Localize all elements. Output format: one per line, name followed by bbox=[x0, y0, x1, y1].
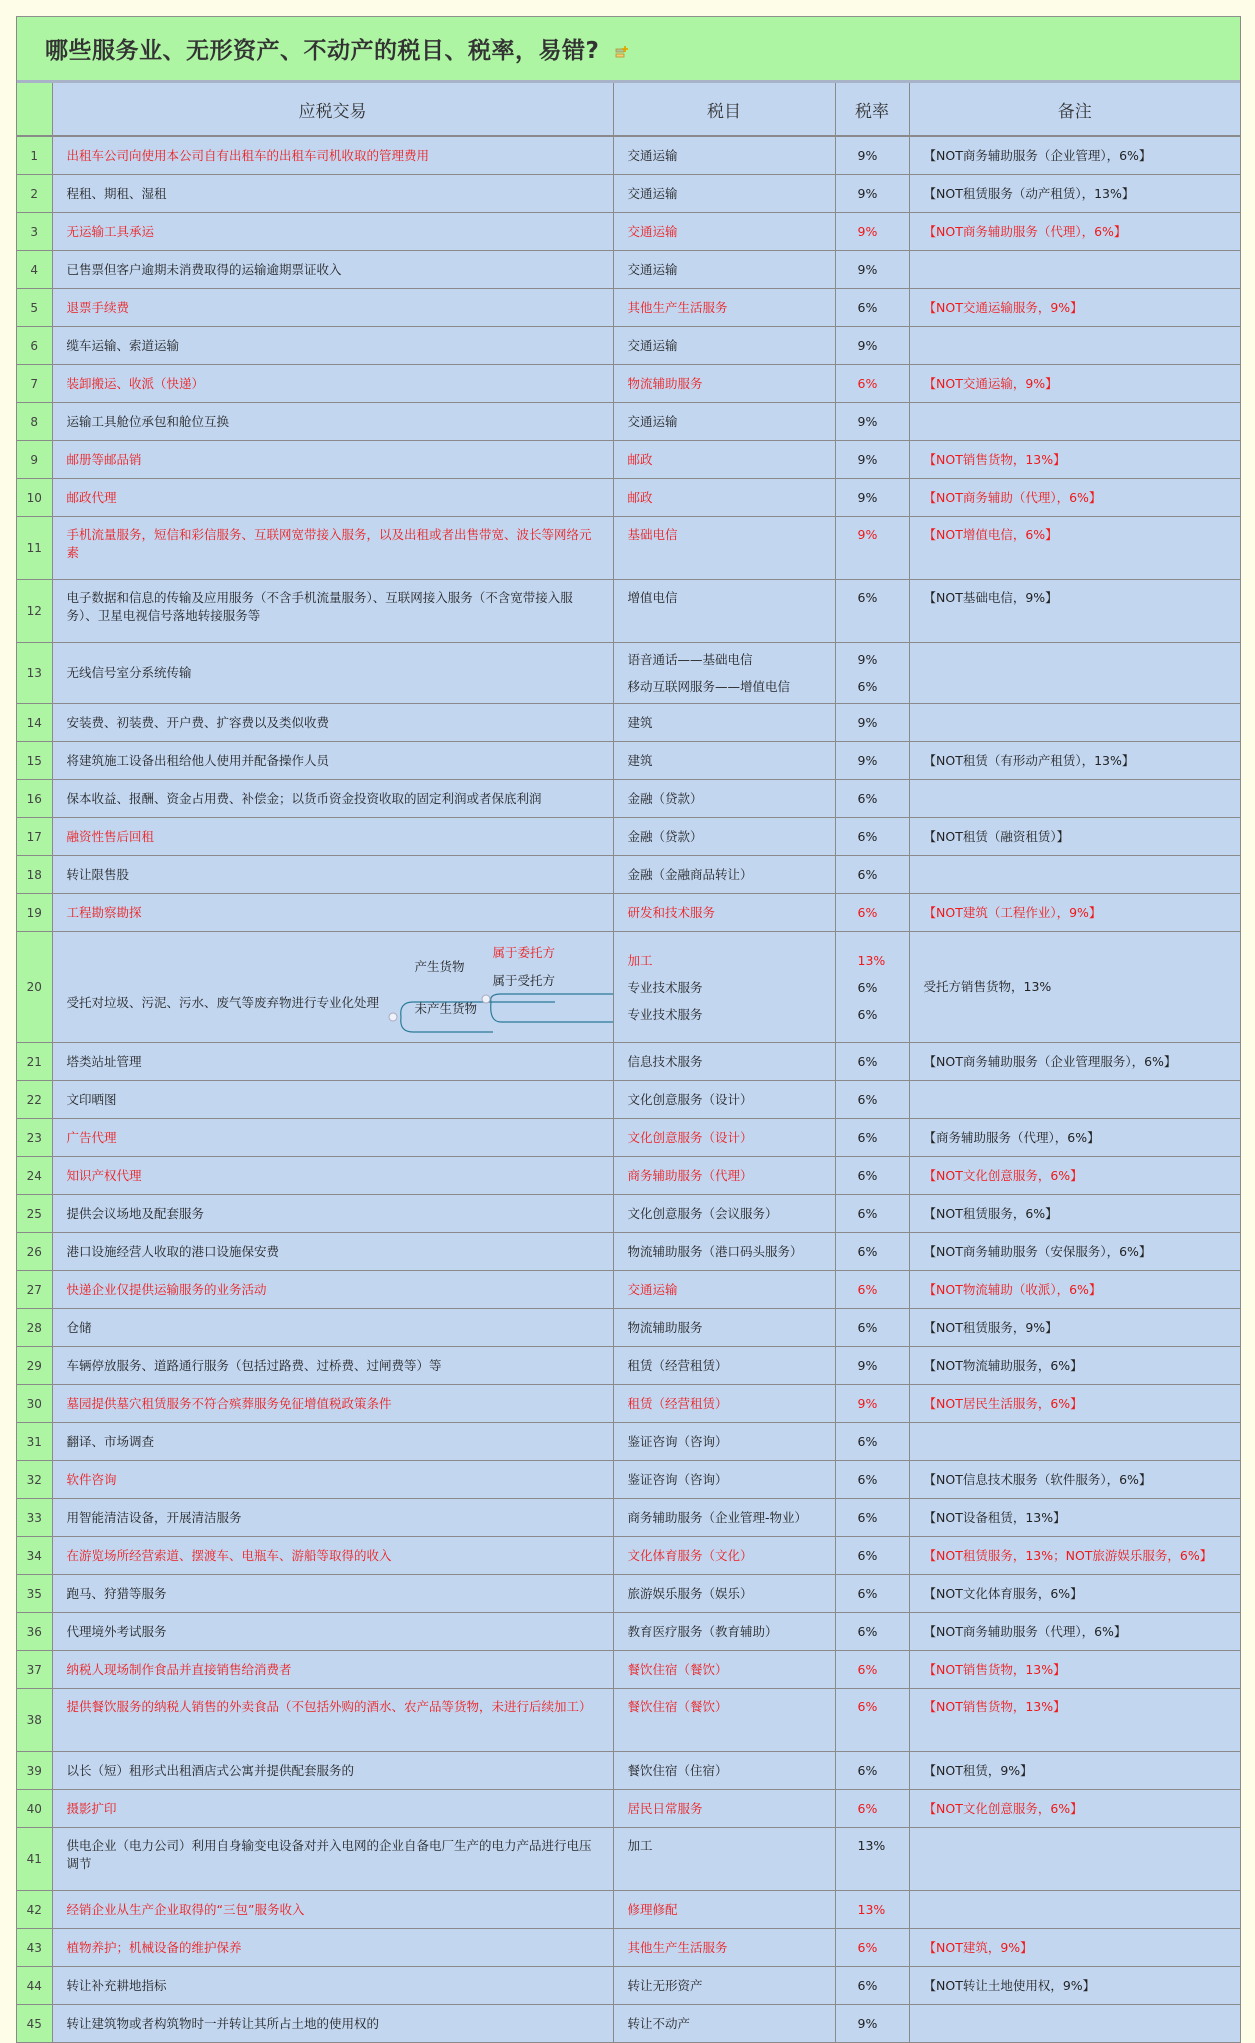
page-title: 哪些服务业、无形资产、不动产的税目、税率，易错? bbox=[45, 38, 600, 64]
row-number: 42 bbox=[17, 1891, 52, 1929]
rate-cell: 6% bbox=[835, 1790, 909, 1828]
table-row bbox=[17, 365, 1240, 403]
note-cell: 【NOT物流辅助服务，6%】 bbox=[909, 1347, 1240, 1385]
category-cell: 交通运输 bbox=[613, 213, 835, 251]
table-row bbox=[17, 1537, 1240, 1575]
row-number: 6 bbox=[17, 327, 52, 365]
rate-cell: 6% bbox=[835, 1119, 909, 1157]
tax-table bbox=[17, 83, 1240, 2042]
rate-cell: 6% bbox=[835, 1461, 909, 1499]
tax-table-card bbox=[16, 16, 1241, 2043]
note-cell: 【NOT租赁，9%】 bbox=[909, 1752, 1240, 1790]
transaction-cell: 工程勘察勘探 bbox=[52, 894, 613, 932]
rate-cell: 6% bbox=[835, 1967, 909, 2005]
category-cell: 餐饮住宿（住宿） bbox=[613, 1752, 835, 1790]
row-number: 19 bbox=[17, 894, 52, 932]
table-row bbox=[17, 1157, 1240, 1195]
category-cell: 文化创意服务（设计） bbox=[613, 1081, 835, 1119]
row-number: 18 bbox=[17, 856, 52, 894]
note-cell: 【NOT租赁服务，9%】 bbox=[909, 1309, 1240, 1347]
rate-cell: 9% bbox=[835, 704, 909, 742]
transaction-cell: 快递企业仅提供运输服务的业务活动 bbox=[52, 1271, 613, 1309]
rate-cell: 9% bbox=[835, 251, 909, 289]
transaction-cell: 运输工具舱位承包和舱位互换 bbox=[52, 403, 613, 441]
transaction-cell: 提供餐饮服务的纳税人销售的外卖食品（不包括外购的酒水、农产品等货物，未进行后续加工） bbox=[52, 1689, 613, 1752]
row-number: 34 bbox=[17, 1537, 52, 1575]
transaction-cell: 在游览场所经营索道、摆渡车、电瓶车、游船等取得的收入 bbox=[52, 1537, 613, 1575]
rate-cell: 6% bbox=[835, 289, 909, 327]
category-line: 加工 bbox=[627, 952, 653, 968]
table-row bbox=[17, 289, 1240, 327]
table-row bbox=[17, 780, 1240, 818]
category-cell: 交通运输 bbox=[613, 251, 835, 289]
row-number: 33 bbox=[17, 1499, 52, 1537]
table-row bbox=[17, 1347, 1240, 1385]
note-cell: 【NOT文化创意服务，6%】 bbox=[909, 1790, 1240, 1828]
table-row bbox=[17, 327, 1240, 365]
note-cell: 【NOT基础电信，9%】 bbox=[909, 580, 1240, 643]
transaction-cell: 手机流量服务，短信和彩信服务、互联网宽带接入服务，以及出租或者出售带宽、波长等网络元素 bbox=[52, 517, 613, 580]
transaction-cell: 装卸搬运、收派（快递） bbox=[52, 365, 613, 403]
row-number: 38 bbox=[17, 1689, 52, 1752]
category-cell: 交通运输 bbox=[613, 327, 835, 365]
table-row bbox=[17, 1651, 1240, 1689]
note-cell bbox=[909, 1828, 1240, 1891]
note-cell: 【NOT文化创意服务，6%】 bbox=[909, 1157, 1240, 1195]
note-cell: 【NOT转让土地使用权，9%】 bbox=[909, 1967, 1240, 2005]
row-number: 21 bbox=[17, 1043, 52, 1081]
transaction-cell bbox=[52, 932, 613, 1043]
category-cell: 租赁（经营租赁） bbox=[613, 1385, 835, 1423]
table-row bbox=[17, 894, 1240, 932]
rate-cell: 9% bbox=[835, 2005, 909, 2043]
row-number: 3 bbox=[17, 213, 52, 251]
table-row bbox=[17, 1385, 1240, 1423]
row-number: 15 bbox=[17, 742, 52, 780]
note-cell: 【NOT租赁（有形动产租赁），13%】 bbox=[909, 742, 1240, 780]
transaction-cell: 邮册等邮品销 bbox=[52, 441, 613, 479]
table-row bbox=[17, 1575, 1240, 1613]
category-cell: 建筑 bbox=[613, 742, 835, 780]
note-cell bbox=[909, 1891, 1240, 1929]
category-cell: 商务辅助服务（代理） bbox=[613, 1157, 835, 1195]
rate-cell: 6% bbox=[835, 1752, 909, 1790]
category-cell: 餐饮住宿（餐饮） bbox=[613, 1651, 835, 1689]
rate-line: 9% bbox=[857, 652, 878, 667]
table-row bbox=[17, 1081, 1240, 1119]
rate-cell: 6% bbox=[835, 1651, 909, 1689]
row-number: 31 bbox=[17, 1423, 52, 1461]
note-cell: 【NOT建筑，9%】 bbox=[909, 1929, 1240, 1967]
transaction-cell: 安装费、初装费、开户费、扩容费以及类似收费 bbox=[52, 704, 613, 742]
transaction-cell: 将建筑施工设备出租给他人使用并配备操作人员 bbox=[52, 742, 613, 780]
table-row bbox=[17, 1043, 1240, 1081]
row-number: 29 bbox=[17, 1347, 52, 1385]
table-row bbox=[17, 1752, 1240, 1790]
note-cell: 【NOT销售货物，13%】 bbox=[909, 1689, 1240, 1752]
rate-cell: 6% bbox=[835, 580, 909, 643]
note-cell: 【NOT销售货物，13%】 bbox=[909, 1651, 1240, 1689]
table-row bbox=[17, 403, 1240, 441]
table-row bbox=[17, 1271, 1240, 1309]
rate-cell: 9% bbox=[835, 1385, 909, 1423]
table-row bbox=[17, 1790, 1240, 1828]
rate-cell: 6% bbox=[835, 1613, 909, 1651]
row-number: 17 bbox=[17, 818, 52, 856]
rate-cell: 6% bbox=[835, 1195, 909, 1233]
row-number: 25 bbox=[17, 1195, 52, 1233]
rate-cell: 6% bbox=[835, 1689, 909, 1752]
rate-cell: 6% bbox=[835, 1929, 909, 1967]
note-cell: 【NOT商务辅助服务（代理），6%】 bbox=[909, 1613, 1240, 1651]
transaction-cell: 跑马、狩猎等服务 bbox=[52, 1575, 613, 1613]
edit-note-icon[interactable] bbox=[615, 44, 629, 58]
mindmap bbox=[67, 932, 613, 1042]
note-cell bbox=[909, 643, 1240, 704]
category-cell bbox=[613, 932, 835, 1043]
note-cell bbox=[909, 704, 1240, 742]
rate-cell: 6% bbox=[835, 1423, 909, 1461]
transaction-cell: 塔类站址管理 bbox=[52, 1043, 613, 1081]
note-cell: 【NOT交通运输，9%】 bbox=[909, 365, 1240, 403]
header-index bbox=[17, 83, 52, 136]
category-line: 专业技术服务 bbox=[627, 979, 703, 995]
transaction-cell: 以长（短）租形式出租酒店式公寓并提供配套服务的 bbox=[52, 1752, 613, 1790]
mindmap-leaf-trustee: 属于受托方 bbox=[492, 973, 556, 988]
transaction-cell: 无运输工具承运 bbox=[52, 213, 613, 251]
category-cell: 增值电信 bbox=[613, 580, 835, 643]
row-number: 10 bbox=[17, 479, 52, 517]
transaction-cell: 翻译、市场调查 bbox=[52, 1423, 613, 1461]
rate-cell: 9% bbox=[835, 479, 909, 517]
table-row bbox=[17, 1195, 1240, 1233]
rate-cell: 6% bbox=[835, 365, 909, 403]
note-cell bbox=[909, 327, 1240, 365]
category-cell: 物流辅助服务 bbox=[613, 365, 835, 403]
row-number: 13 bbox=[17, 643, 52, 704]
transaction-cell: 墓园提供墓穴租赁服务不符合殡葬服务免征增值税政策条件 bbox=[52, 1385, 613, 1423]
rate-cell: 6% bbox=[835, 856, 909, 894]
note-cell: 【NOT信息技术服务（软件服务），6%】 bbox=[909, 1461, 1240, 1499]
table-body bbox=[17, 136, 1240, 2042]
category-cell: 鉴证咨询（咨询） bbox=[613, 1423, 835, 1461]
rate-cell: 9% bbox=[835, 517, 909, 580]
rate-cell: 6% bbox=[835, 1081, 909, 1119]
mindmap-branch-no-goods: 未产生货物 bbox=[414, 1001, 478, 1016]
row-number: 44 bbox=[17, 1967, 52, 2005]
category-cell: 其他生产生活服务 bbox=[613, 289, 835, 327]
transaction-cell: 植物养护；机械设备的维护保养 bbox=[52, 1929, 613, 1967]
transaction-cell: 退票手续费 bbox=[52, 289, 613, 327]
note-cell bbox=[909, 1423, 1240, 1461]
rate-cell: 6% bbox=[835, 780, 909, 818]
table-row bbox=[17, 1689, 1240, 1752]
note-cell: 【NOT建筑（工程作业），9%】 bbox=[909, 894, 1240, 932]
note-cell: 【NOT居民生活服务，6%】 bbox=[909, 1385, 1240, 1423]
transaction-cell: 纳税人现场制作食品并直接销售给消费者 bbox=[52, 1651, 613, 1689]
row-number: 43 bbox=[17, 1929, 52, 1967]
transaction-cell: 广告代理 bbox=[52, 1119, 613, 1157]
note-cell bbox=[909, 856, 1240, 894]
header-transaction: 应税交易 bbox=[52, 83, 613, 136]
note-cell: 【NOT销售货物，13%】 bbox=[909, 441, 1240, 479]
table-row bbox=[17, 1233, 1240, 1271]
row-number: 41 bbox=[17, 1828, 52, 1891]
rate-cell: 6% bbox=[835, 1499, 909, 1537]
row-number: 1 bbox=[17, 136, 52, 175]
category-cell: 物流辅助服务（港口码头服务） bbox=[613, 1233, 835, 1271]
table-row bbox=[17, 643, 1240, 704]
transaction-cell: 提供会议场地及配套服务 bbox=[52, 1195, 613, 1233]
rate-cell: 6% bbox=[835, 894, 909, 932]
table-row bbox=[17, 1499, 1240, 1537]
table-row bbox=[17, 932, 1240, 1043]
transaction-cell: 用智能清洁设备，开展清洁服务 bbox=[52, 1499, 613, 1537]
category-cell: 金融（贷款） bbox=[613, 780, 835, 818]
row-number: 37 bbox=[17, 1651, 52, 1689]
transaction-cell: 保本收益、报酬、资金占用费、补偿金；以货币资金投资收取的固定利润或者保底利润 bbox=[52, 780, 613, 818]
category-cell: 信息技术服务 bbox=[613, 1043, 835, 1081]
rate-line: 6% bbox=[857, 679, 878, 694]
row-number: 4 bbox=[17, 251, 52, 289]
rate-cell: 9% bbox=[835, 1347, 909, 1385]
transaction-cell: 仓储 bbox=[52, 1309, 613, 1347]
header-note: 备注 bbox=[909, 83, 1240, 136]
row-number: 22 bbox=[17, 1081, 52, 1119]
table-row bbox=[17, 517, 1240, 580]
row-number: 9 bbox=[17, 441, 52, 479]
rate-cell: 9% bbox=[835, 175, 909, 213]
category-cell: 商务辅助服务（企业管理-物业） bbox=[613, 1499, 835, 1537]
rate-cell: 9% bbox=[835, 327, 909, 365]
rate-cell: 6% bbox=[835, 1271, 909, 1309]
transaction-cell: 邮政代理 bbox=[52, 479, 613, 517]
category-cell: 金融（金融商品转让） bbox=[613, 856, 835, 894]
transaction-cell: 缆车运输、索道运输 bbox=[52, 327, 613, 365]
row-number: 7 bbox=[17, 365, 52, 403]
row-number: 20 bbox=[17, 932, 52, 1043]
transaction-cell: 供电企业（电力公司）利用自身输变电设备对并入电网的企业自备电厂生产的电力产品进行电压调节 bbox=[52, 1828, 613, 1891]
rate-cell bbox=[835, 932, 909, 1043]
category-cell: 旅游娱乐服务（娱乐） bbox=[613, 1575, 835, 1613]
note-cell: 【NOT文化体育服务，6%】 bbox=[909, 1575, 1240, 1613]
transaction-cell: 经销企业从生产企业取得的“三包”服务收入 bbox=[52, 1891, 613, 1929]
row-number: 26 bbox=[17, 1233, 52, 1271]
category-cell: 转让不动产 bbox=[613, 2005, 835, 2043]
mindmap-branch-goods: 产生货物 bbox=[414, 959, 465, 974]
table-row bbox=[17, 1929, 1240, 1967]
category-cell: 交通运输 bbox=[613, 136, 835, 175]
table-row bbox=[17, 251, 1240, 289]
rate-cell: 13% bbox=[835, 1891, 909, 1929]
transaction-cell: 知识产权代理 bbox=[52, 1157, 613, 1195]
note-cell: 【NOT商务辅助服务（企业管理服务），6%】 bbox=[909, 1043, 1240, 1081]
category-cell: 租赁（经营租赁） bbox=[613, 1347, 835, 1385]
table-row bbox=[17, 1613, 1240, 1651]
category-line: 移动互联网服务——增值电信 bbox=[627, 679, 791, 694]
table-row bbox=[17, 1119, 1240, 1157]
rate-cell: 9% bbox=[835, 213, 909, 251]
table-row bbox=[17, 213, 1240, 251]
row-number: 30 bbox=[17, 1385, 52, 1423]
category-cell: 鉴证咨询（咨询） bbox=[613, 1461, 835, 1499]
category-cell: 餐饮住宿（餐饮） bbox=[613, 1689, 835, 1752]
rate-cell: 6% bbox=[835, 1575, 909, 1613]
rate-cell: 13% bbox=[835, 1828, 909, 1891]
transaction-cell: 转让补充耕地指标 bbox=[52, 1967, 613, 2005]
rate-cell: 9% bbox=[835, 742, 909, 780]
category-cell: 加工 bbox=[613, 1828, 835, 1891]
header-rate: 税率 bbox=[835, 83, 909, 136]
row-number: 12 bbox=[17, 580, 52, 643]
row-number: 32 bbox=[17, 1461, 52, 1499]
category-cell: 教育医疗服务（教育辅助） bbox=[613, 1613, 835, 1651]
category-cell: 文化创意服务（会议服务） bbox=[613, 1195, 835, 1233]
rate-cell: 6% bbox=[835, 1309, 909, 1347]
category-cell: 交通运输 bbox=[613, 175, 835, 213]
mindmap-root: 受托对垃圾、污泥、污水、废气等废弃物进行专业化处理 bbox=[66, 995, 380, 1010]
row-number: 23 bbox=[17, 1119, 52, 1157]
category-cell: 金融（贷款） bbox=[613, 818, 835, 856]
table-row bbox=[17, 441, 1240, 479]
table-row bbox=[17, 479, 1240, 517]
rate-line: 6% bbox=[857, 1006, 878, 1022]
category-cell: 居民日常服务 bbox=[613, 1790, 835, 1828]
row-number: 2 bbox=[17, 175, 52, 213]
mindmap-leaf-client: 属于委托方 bbox=[492, 945, 556, 960]
table-row bbox=[17, 1891, 1240, 1929]
transaction-cell: 程租、期租、湿租 bbox=[52, 175, 613, 213]
table-row bbox=[17, 1967, 1240, 2005]
row-number: 16 bbox=[17, 780, 52, 818]
table-header-row bbox=[17, 83, 1240, 136]
table-row bbox=[17, 1423, 1240, 1461]
transaction-cell: 港口设施经营人收取的港口设施保安费 bbox=[52, 1233, 613, 1271]
transaction-cell: 车辆停放服务、道路通行服务（包括过路费、过桥费、过闸费等）等 bbox=[52, 1347, 613, 1385]
row-number: 36 bbox=[17, 1613, 52, 1651]
category-cell bbox=[613, 643, 835, 704]
transaction-cell: 文印晒图 bbox=[52, 1081, 613, 1119]
rate-cell bbox=[835, 643, 909, 704]
row-number: 45 bbox=[17, 2005, 52, 2043]
note-cell: 【NOT增值电信，6%】 bbox=[909, 517, 1240, 580]
category-cell: 其他生产生活服务 bbox=[613, 1929, 835, 1967]
category-cell: 交通运输 bbox=[613, 403, 835, 441]
note-cell: 受托方销售货物，13% bbox=[909, 932, 1240, 1043]
category-cell: 基础电信 bbox=[613, 517, 835, 580]
row-number: 28 bbox=[17, 1309, 52, 1347]
row-number: 11 bbox=[17, 517, 52, 580]
rate-cell: 6% bbox=[835, 1157, 909, 1195]
table-row bbox=[17, 2005, 1240, 2043]
row-number: 40 bbox=[17, 1790, 52, 1828]
rate-line: 13% bbox=[857, 952, 886, 968]
rate-cell: 9% bbox=[835, 136, 909, 175]
note-cell bbox=[909, 251, 1240, 289]
table-row bbox=[17, 1309, 1240, 1347]
rate-cell: 6% bbox=[835, 1233, 909, 1271]
category-cell: 修理修配 bbox=[613, 1891, 835, 1929]
table-row bbox=[17, 1461, 1240, 1499]
row-number: 35 bbox=[17, 1575, 52, 1613]
row-number: 5 bbox=[17, 289, 52, 327]
rate-cell: 6% bbox=[835, 1537, 909, 1575]
note-cell bbox=[909, 2005, 1240, 2043]
transaction-cell: 转让建筑物或者构筑物时一并转让其所占土地的使用权的 bbox=[52, 2005, 613, 2043]
note-cell: 【NOT商务辅助服务（代理），6%】 bbox=[909, 213, 1240, 251]
category-cell: 交通运输 bbox=[613, 1271, 835, 1309]
category-cell: 邮政 bbox=[613, 441, 835, 479]
note-cell: 【NOT设备租赁，13%】 bbox=[909, 1499, 1240, 1537]
row-number: 39 bbox=[17, 1752, 52, 1790]
transaction-cell: 融资性售后回租 bbox=[52, 818, 613, 856]
row-number: 27 bbox=[17, 1271, 52, 1309]
note-cell: 【NOT租赁服务，13%；NOT旅游娱乐服务，6%】 bbox=[909, 1537, 1240, 1575]
transaction-cell: 无线信号室分系统传输 bbox=[52, 643, 613, 704]
rate-cell: 9% bbox=[835, 403, 909, 441]
row-number: 8 bbox=[17, 403, 52, 441]
note-cell: 【NOT租赁服务，6%】 bbox=[909, 1195, 1240, 1233]
transaction-cell: 软件咨询 bbox=[52, 1461, 613, 1499]
table-row bbox=[17, 704, 1240, 742]
title-bar bbox=[17, 17, 1240, 83]
note-cell: 【NOT租赁服务（动产租赁），13%】 bbox=[909, 175, 1240, 213]
table-row bbox=[17, 136, 1240, 175]
transaction-cell: 摄影扩印 bbox=[52, 1790, 613, 1828]
category-cell: 物流辅助服务 bbox=[613, 1309, 835, 1347]
category-cell: 转让无形资产 bbox=[613, 1967, 835, 2005]
table-row bbox=[17, 580, 1240, 643]
note-cell bbox=[909, 403, 1240, 441]
table-row bbox=[17, 856, 1240, 894]
transaction-cell: 电子数据和信息的传输及应用服务（不含手机流量服务）、互联网接入服务（不含宽带接入服务）、卫星电视信号落地转接服务等 bbox=[52, 580, 613, 643]
note-cell bbox=[909, 780, 1240, 818]
transaction-cell: 转让限售股 bbox=[52, 856, 613, 894]
category-cell: 文化体育服务（文化） bbox=[613, 1537, 835, 1575]
row-number: 24 bbox=[17, 1157, 52, 1195]
rate-cell: 6% bbox=[835, 818, 909, 856]
note-cell: 【NOT租赁（融资租赁）】 bbox=[909, 818, 1240, 856]
note-cell: 【NOT交通运输服务，9%】 bbox=[909, 289, 1240, 327]
row-number: 14 bbox=[17, 704, 52, 742]
category-cell: 文化创意服务（设计） bbox=[613, 1119, 835, 1157]
note-cell bbox=[909, 1081, 1240, 1119]
transaction-cell: 代理境外考试服务 bbox=[52, 1613, 613, 1651]
note-cell: 【NOT商务辅助（代理），6%】 bbox=[909, 479, 1240, 517]
note-cell: 【NOT商务辅助服务（安保服务），6%】 bbox=[909, 1233, 1240, 1271]
table-row bbox=[17, 818, 1240, 856]
category-cell: 邮政 bbox=[613, 479, 835, 517]
rate-cell: 9% bbox=[835, 441, 909, 479]
rate-line: 6% bbox=[857, 979, 878, 995]
note-cell: 【NOT商务辅助服务（企业管理），6%】 bbox=[909, 136, 1240, 175]
category-line: 专业技术服务 bbox=[627, 1006, 703, 1022]
note-cell: 【商务辅助服务（代理），6%】 bbox=[909, 1119, 1240, 1157]
table-row bbox=[17, 742, 1240, 780]
transaction-cell: 出租车公司向使用本公司自有出租车的出租车司机收取的管理费用 bbox=[52, 136, 613, 175]
table-row bbox=[17, 1828, 1240, 1891]
note-cell: 【NOT物流辅助（收派），6%】 bbox=[909, 1271, 1240, 1309]
header-category: 税目 bbox=[613, 83, 835, 136]
transaction-cell: 已售票但客户逾期未消费取得的运输逾期票证收入 bbox=[52, 251, 613, 289]
table-row bbox=[17, 175, 1240, 213]
rate-cell: 6% bbox=[835, 1043, 909, 1081]
category-cell: 建筑 bbox=[613, 704, 835, 742]
category-cell: 研发和技术服务 bbox=[613, 894, 835, 932]
category-line: 语音通话——基础电信 bbox=[627, 652, 753, 667]
